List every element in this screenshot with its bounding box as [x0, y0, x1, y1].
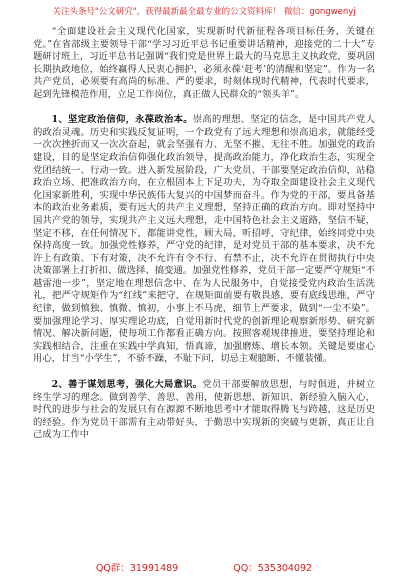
section-2-paragraph [33, 379, 375, 442]
section-1-text: 崇高的理想、坚定的信念，是中国共产党人的政治灵魂。历史和实践反复证明，一个政党有了远大理想和崇高追求，就能经受一次次挫折而又一次次奋起，就会坚强有力、无坚不摧、无往不胜。加强党的政治建设，目的是坚定政治信仰强化政治领导，提高政治能力，净化政治生态，实现全党团结统一、行动一致。进入新发展阶段，广大党员、干部要坚定政治信仰，站稳政治立场、把准政治方向，在立根固本上下足功夫，为夺取全面建设社会主义现代化国家新胜利，实现中华民族伟大复兴的中国梦而奋斗。作为党的干部，要具备基本的政治业务素质，要有远大的共产主义理想，坚持正确的政治方向。即对坚持中国共产党的领导，实现共产主义远大理想，走中国特色社会主义道路，坚信不疑，坚定不移，在任何情况下，都能讲党性，顾大局，听招呼，守纪律，始终同党中央保持高度一致。加强党性修养，严守党的纪律，是对党员干部的基本要求，决不允许上有政策、下有对策，决不允许有令不行、有禁不止，决不允许在贯彻执行中央决策部署上打折扣、做选择、搞变通。加强党性修养，党员干部一定要严守规矩“不越雷池一步”，坚定地在理想信念中、在为人民服务中，自觉接受党内政治生活洗礼，把严守规矩作为“红线”来把守，在规矩面前要有敬畏感，要有底线思维，严守纪律，做到慎独、慎微、慎初，小事上不马虎，细节上严要求，做到“一尘不染”。要加强理论学习、厚实理论功底，自觉用新时代党的创新理论观察新形势、研究新情况、解决新问题，使每项工作都看正确方向。按照客观规律推进，要坚持理论和实践相结合，注重在实践中学真知，悟真谛，加强磨炼、增长本领。关键是要虚心用心，甘当“小学生”，不骄不躁，不耻下问，切忌主观臆断、不懂装懂。 [33, 114, 375, 365]
promo-banner: 关注头条号"公文研究"，获得最新最全最专业的公文资料库！ 微信：gongwenyj [52, 7, 356, 17]
qq-group-number: QQ群：31991489 [95, 563, 179, 574]
qq-number: QQ：535304092 [233, 563, 313, 574]
section-1-heading: 1、坚定政治信仰，永葆政治本。 [51, 114, 193, 126]
intro-paragraph [33, 26, 375, 102]
section-2-heading: 2、善于谋划思考，强化大局意识。 [51, 379, 203, 391]
section-1-paragraph [33, 114, 375, 366]
section-2-text: 党员干部要解放思想，与时俱进，并树立终生学习的理念。做到善学、善思、善用，使新思想、新知识、新经验入脑入心，时代的进步与社会的发展只有在源源不断地思考中才能取得腾飞与跨越，这是历史的经验。作为党员干部需有主动带好头，于勤思中实现新的突破与更新，真正让自己成为工作中 [33, 379, 375, 441]
article-body [33, 26, 375, 455]
intro-text: “全面建设社会主义现代化国家，实现新时代新征程各项目标任务，关键在党。”在省部级主要领导干部“学习习近平总书记重要讲话精神，迎接党的二十大”专题研讨班上，习近平总书记强调“我们党是世界上最大的马克思主义执政党，要巩固长期执政地位，始终赢得人民衷心拥护，必须永葆‘赶考’的清醒和坚定”。作为一名共产党员，必须要有高尚的标准、严的要求，时刻体现时代精神，代表时代要求，起到先锋模范作用，立足工作岗位，真正做人民群众的“领头羊”。 [33, 26, 375, 100]
contact-footer [0, 560, 408, 574]
